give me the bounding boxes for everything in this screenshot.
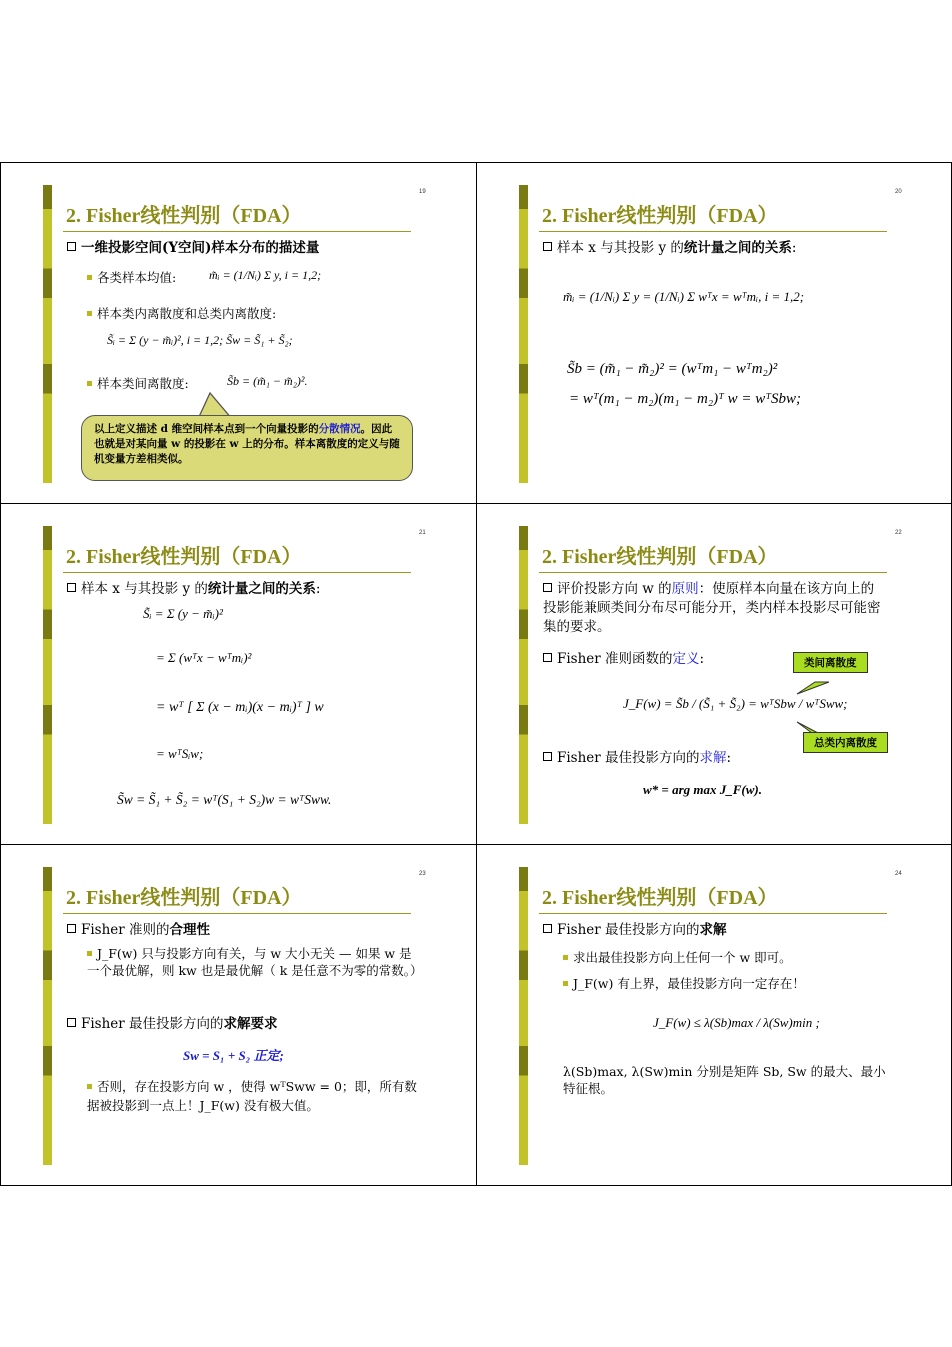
page-number: 23 [419,871,426,877]
bullet: 样本 x 与其投影 y 的统计量之间的关系: [67,580,320,598]
equation-upper-bound: J_F(w) ≤ λ(Sb)max / λ(Sw)min ; [653,1015,820,1030]
label-within-scatter: 总类内离散度 [803,732,888,753]
equation-line: S̃ᵢ = Σ (y − m̃ᵢ)² [143,606,223,621]
square-bullet-icon [543,653,552,662]
list-item: J_F(w) 有上界，最佳投影方向一定存在！ [563,975,805,992]
slide-title: 2. Fisher线性判别（FDA） [542,887,778,909]
square-bullet-icon [87,381,92,386]
title-underline [539,572,887,573]
equation-scatter: S̃ᵢ = Σ (y − m̃ᵢ)², i = 1,2; S̃w = S̃₁ + S̃₂; [107,333,293,347]
square-bullet-icon [67,1018,76,1027]
slide-24 [477,845,951,1185]
list-item: 样本类间离散度: [87,375,189,392]
slide-accent-bar [519,867,528,1165]
equation-line: = wᵀ [ Σ (x − mᵢ)(x − mᵢ)ᵀ ] w [156,700,324,715]
list-item: J_F(w) 只与投影方向有关，与 w 大小无关 — 如果 w 是一个最优解，则 kw 也是最优解（ k 是任意不为零的常数。） [87,946,423,978]
page-number: 21 [419,530,426,536]
bullet: 评价投影方向 w 的原则：使原样本向量在该方向上的投影能兼顾类间分布尽可能分开，类内样本投影尽可能密集的要求。 [543,581,881,635]
title-underline [539,913,887,914]
slide-19 [1,163,475,503]
list-item: 求出最佳投影方向上任何一个 w 即可。 [563,949,792,966]
equation-line: = wᵀSᵢw; [156,746,204,761]
slide-accent-bar [43,867,52,1165]
bullet: Fisher 最佳投影方向的求解要求 [67,1015,278,1033]
title-underline [63,572,411,573]
square-bullet-icon [87,1084,92,1089]
square-bullet-icon [543,752,552,761]
slide-20 [477,163,951,503]
callout-note: 以上定义描述 d 维空间样本点到一个向量投影的分散情况。因此也就是对某向量 w 的投影在 w 上的分布。样本离散度的定义与随机变量方差相类似。 [81,415,413,481]
square-bullet-icon [543,583,552,592]
page-number: 24 [895,871,902,877]
square-bullet-icon [87,951,92,956]
list-item: 各类样本均值: [87,269,176,286]
slide-accent-bar [43,526,52,824]
equation-between: S̃b = (m̃₁ − m̃₂)². [227,374,308,388]
slide-accent-bar [43,185,52,483]
slide-title: 2. Fisher线性判别（FDA） [542,205,778,227]
tag-pointers [777,662,887,782]
equation-between-relation: S̃b = (m̃₁ − m̃₂)² = (wᵀm₁ − wᵀm₂)² [567,361,778,377]
bullet: Fisher 准则函数的定义: [543,650,704,668]
title-underline [539,231,887,232]
page-number: 20 [895,189,902,195]
square-bullet-icon [563,955,568,960]
page-number: 19 [419,189,426,195]
equation-between-expanded: = wᵀ(m₁ − m₂)(m₁ − m₂)ᵀ w = wᵀSbw; [569,391,802,407]
slide-accent-bar [519,185,528,483]
square-bullet-icon [87,311,92,316]
slide-22 [477,504,951,844]
equation-argmax: w* = arg max J_F(w). [643,782,762,797]
equation-positive-definite: Sw = S₁ + S₂ 正定; [183,1048,284,1063]
slide-title: 2. Fisher线性判别（FDA） [542,546,778,568]
bullet: 一维投影空间(Y空间)样本分布的描述量 [67,239,319,257]
slide-accent-bar [519,526,528,824]
note-text: λ(Sb)max, λ(Sw)min 分别是矩阵 Sb, Sw 的最大、最小特征根。 [563,1064,886,1096]
bullet: 样本 x 与其投影 y 的统计量之间的关系: [543,239,796,257]
square-bullet-icon [543,242,552,251]
label-between-scatter: 类间离散度 [793,652,868,673]
square-bullet-icon [67,583,76,592]
slide-grid [0,162,952,1186]
equation-total: S̃w = S̃₁ + S̃₂ = wᵀ(S₁ + S₂)w = wᵀSww. [117,792,332,807]
list-item: 否则，存在投影方向 w ，使得 wᵀSww = 0；即，所有数据被投影到一点上！J_F(w) 没有极大值。 [87,1079,417,1113]
bullet: Fisher 准则的合理性 [67,921,210,939]
title-underline [63,231,411,232]
slide-title: 2. Fisher线性判别（FDA） [66,887,302,909]
square-bullet-icon [67,242,76,251]
slide-21 [1,504,475,844]
square-bullet-icon [67,924,76,933]
equation-line: = Σ (wᵀx − wᵀmᵢ)² [156,650,252,665]
equation-mean: m̃ᵢ = (1/Nᵢ) Σ y, i = 1,2; [209,268,322,282]
bullet: Fisher 最佳投影方向的求解 [543,921,727,939]
slide-title: 2. Fisher线性判别（FDA） [66,546,302,568]
page-number: 22 [895,530,902,536]
equation-mean-relation: m̃ᵢ = (1/Nᵢ) Σ y = (1/Nᵢ) Σ wᵀx = wᵀmᵢ, i = 1,2; [563,289,805,304]
square-bullet-icon [563,981,568,986]
square-bullet-icon [87,275,92,280]
bullet: Fisher 最佳投影方向的求解: [543,749,731,767]
list-item: 样本类内离散度和总类内离散度: [87,305,276,322]
slide-title: 2. Fisher线性判别（FDA） [66,205,302,227]
title-underline [63,913,411,914]
equation-criterion: J_F(w) = S̃b / (S̃₁ + S̃₂) = wᵀSbw / wᵀSww; [623,696,848,711]
slide-23 [1,845,475,1185]
square-bullet-icon [543,924,552,933]
